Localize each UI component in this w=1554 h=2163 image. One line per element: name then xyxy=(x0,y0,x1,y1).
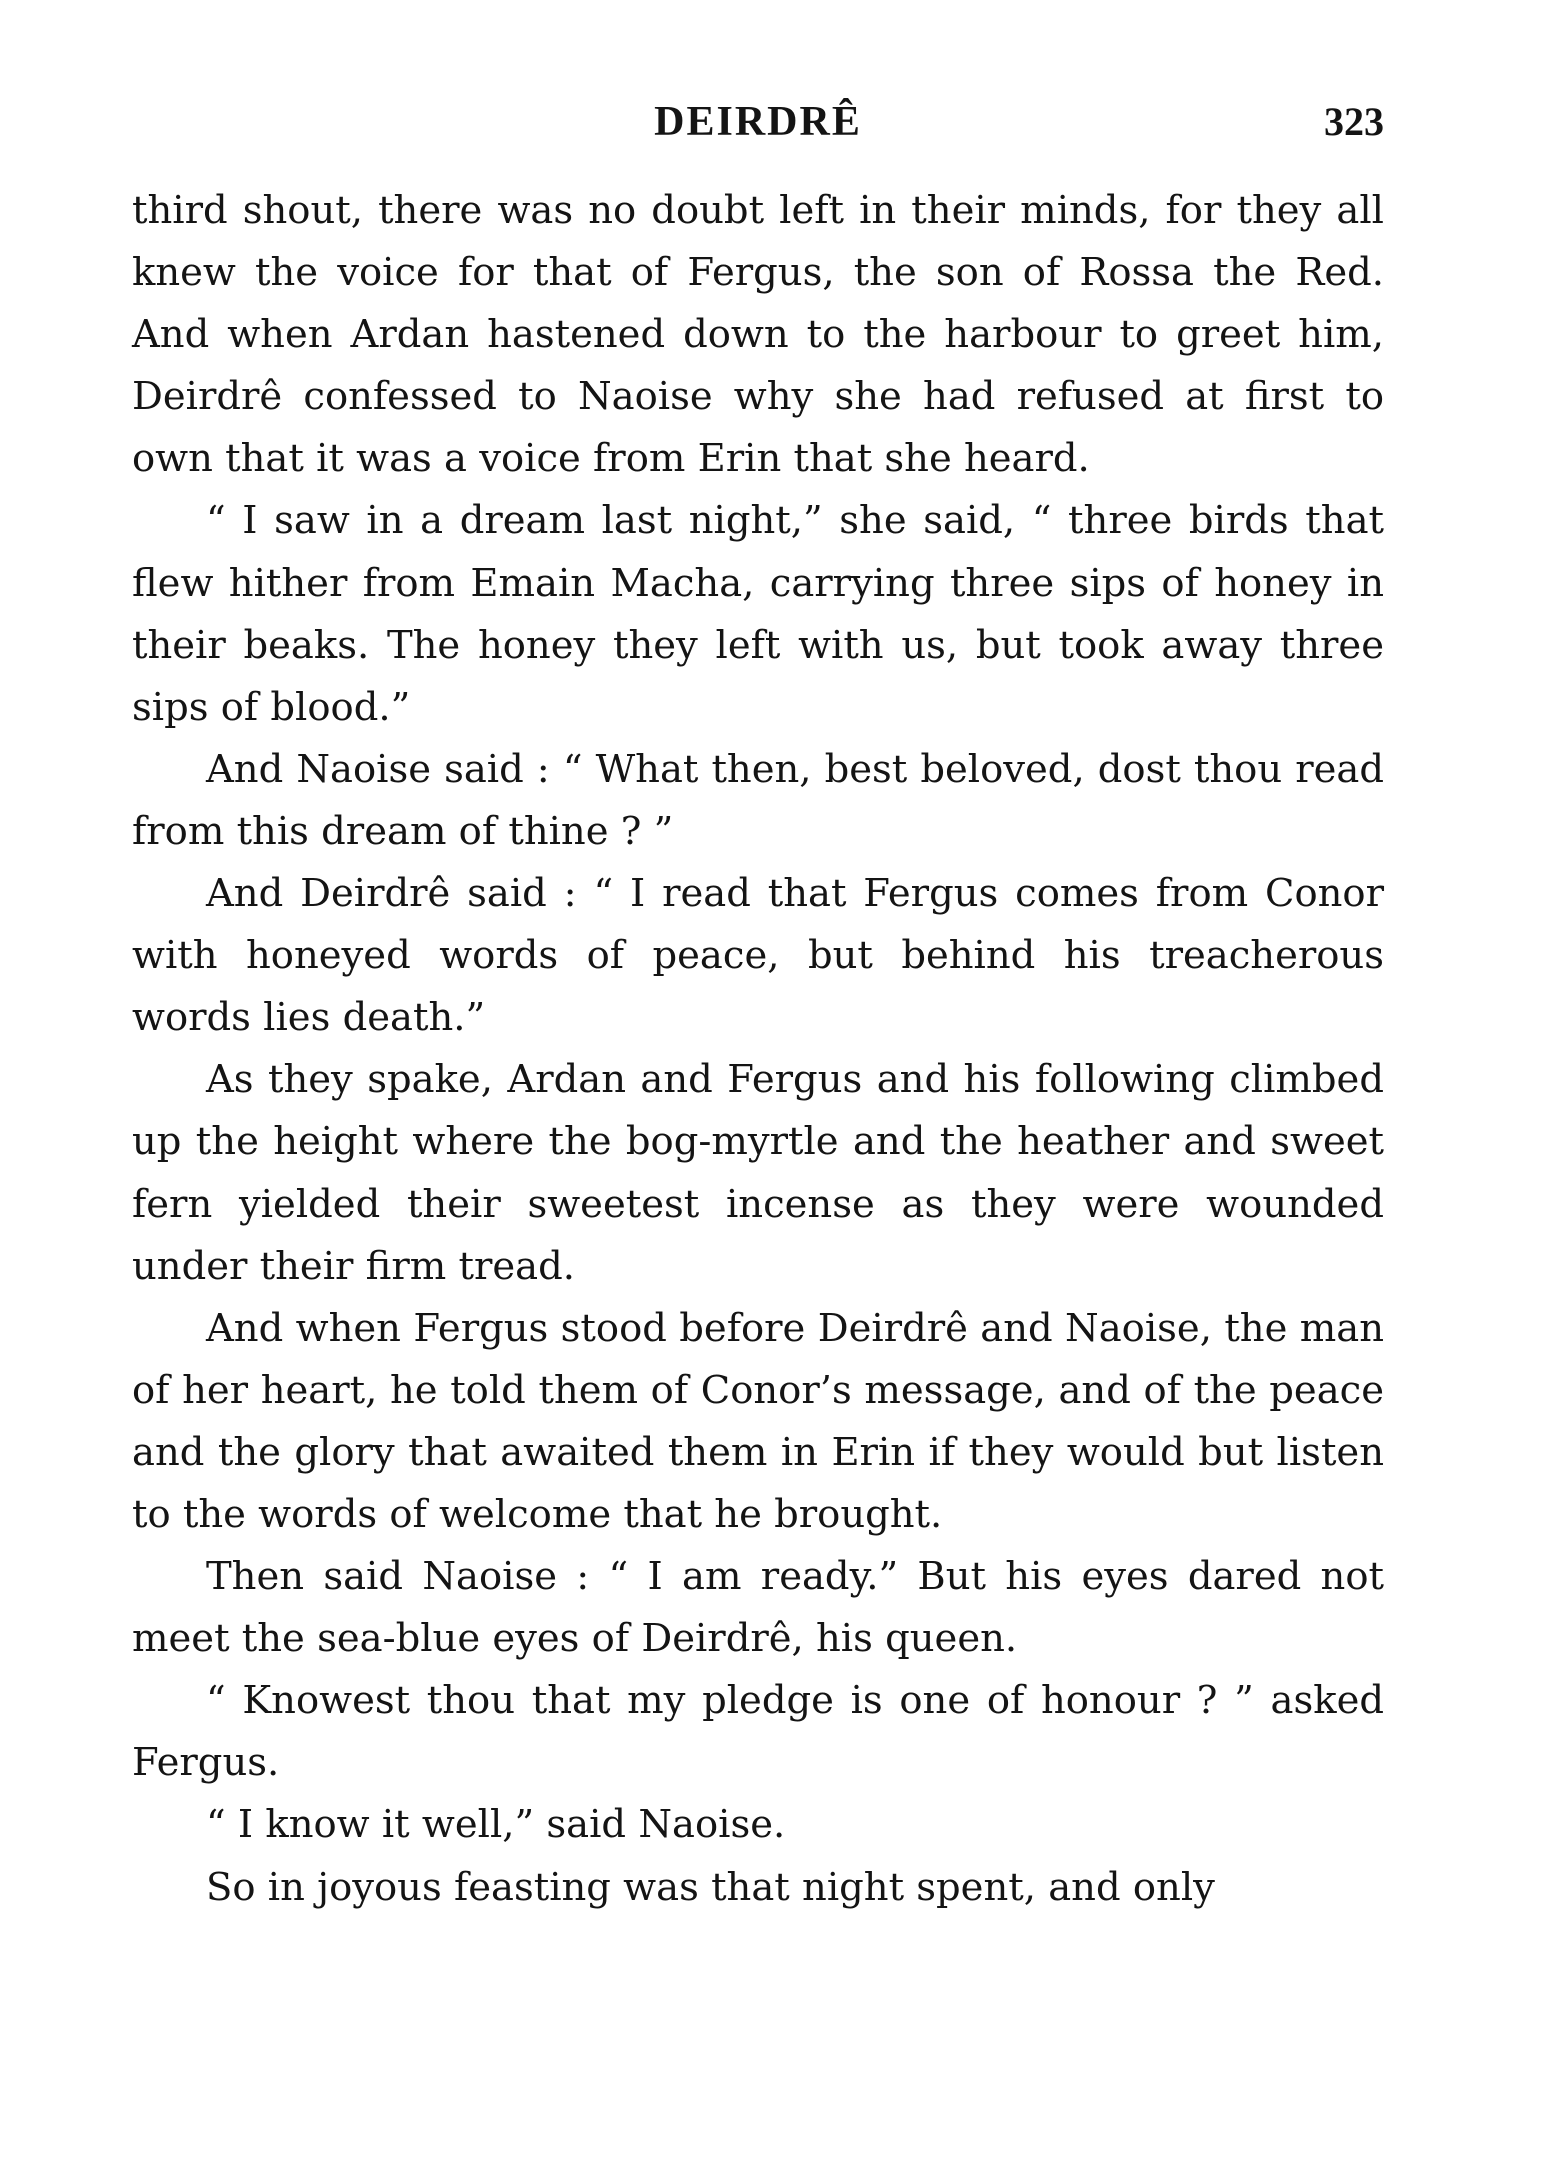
running-title: DEIRDRÊ xyxy=(654,99,862,145)
paragraph: “ I saw in a dream last night,” she said, “ three birds that flew hither from Emain Macha, carrying three sips of honey in their beaks. The honey they left with us, but took away three sips of blood.” xyxy=(132,498,1384,730)
paragraph: “ Knowest thou that my pledge is one of honour ? ” asked Fergus. xyxy=(132,1678,1384,1786)
paragraph: third shout, there was no doubt left in their minds, for they all knew the voice for that of Fergus, the son of Rossa the Red. And when Ardan hastened down to the harbour to greet him, Deirdrê confessed to Naoise why she had refused at first to own that it was a voice from Erin that she heard. xyxy=(132,188,1384,482)
paragraph: And when Fergus stood before Deirdrê and Naoise, the man of her heart, he told them of Conor’s message, and of the peace and the glory that awaited them in Erin if they would but listen to the words of welcome that he brought. xyxy=(132,1305,1384,1537)
paragraph: “ I know it well,” said Naoise. xyxy=(206,1802,786,1848)
page-header xyxy=(132,92,1384,152)
paragraph: Then said Naoise : “ I am ready.” But his eyes dared not meet the sea-blue eyes of Deirdrê, his queen. xyxy=(132,1554,1384,1662)
page-number: 323 xyxy=(1324,99,1384,144)
paragraph: And Naoise said : “ What then, best beloved, dost thou read from this dream of thine ? ” xyxy=(132,746,1384,854)
body-text xyxy=(132,180,1384,1919)
paragraph: So in joyous feasting was that night spent, and only xyxy=(206,1864,1215,1910)
paragraph: And Deirdrê said : “ I read that Fergus comes from Conor with honeyed words of peace, but behind his treacherous words lies death.” xyxy=(132,871,1384,1041)
paragraph: As they spake, Ardan and Fergus and his following climbed up the height where the bog-myrtle and the heather and sweet fern yielded their sweetest incense as they were wounded under their firm tread. xyxy=(132,1057,1384,1289)
